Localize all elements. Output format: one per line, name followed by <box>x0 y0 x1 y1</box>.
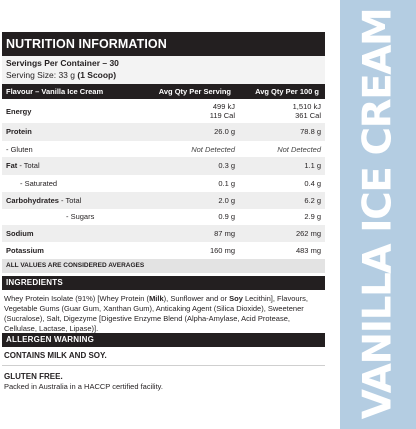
table-row-protein <box>2 123 325 141</box>
energy-kj-100g: 1,510 kJ <box>292 102 321 111</box>
row-label: Protein <box>6 127 32 136</box>
table-row-carbohydrates <box>2 192 325 209</box>
ingredients-part: Lecithin], Flavours, Vegetable Gums (Guar Gum, Xanthan Gum), Anticaking Agent (Silica Dioxide), Sweetener (Sucralose), Salt, Digezyme [Digestive Enzyme Blend (Alpha-Amylase, Acid Protease, Cellulase, Lactase, Lipase)]. <box>4 294 308 333</box>
ingredients-part: Whey Protein Isolate (91%) [Whey Protein ( <box>4 294 150 303</box>
allergen-milk: Milk <box>149 294 164 303</box>
table-row-fat-total <box>2 157 325 175</box>
sugars-100g: 2.9 g <box>304 212 321 221</box>
allergen-contains: CONTAINS MILK AND SOY. <box>4 351 107 360</box>
protein-serving: 26.0 g <box>214 127 235 136</box>
servings-per-container: Servings Per Container – 30 <box>6 58 119 68</box>
fat-serving: 0.3 g <box>218 161 235 170</box>
serving-size <box>6 70 116 80</box>
row-label <box>6 161 40 170</box>
gluten-100g: Not Detected <box>277 145 321 154</box>
averages-note <box>2 259 325 273</box>
serving-size-scoop: (1 Scoop) <box>77 70 117 80</box>
table-row-saturated <box>2 175 325 192</box>
ingredients-part: ), Sunflower and or <box>163 294 230 303</box>
header-per-100g: Avg Qty Per 100 g <box>255 87 319 96</box>
carbohydrates-sublabel: - Total <box>58 196 82 205</box>
allergen-heading: ALLERGEN WARNING <box>6 335 95 344</box>
row-label: - Saturated <box>20 179 58 188</box>
packed-statement: Packed in Australia in a HACCP certified facility. <box>4 382 163 391</box>
energy-cal-100g: 361 Cal <box>295 111 321 120</box>
potassium-serving: 160 mg <box>209 246 235 255</box>
divider <box>2 365 325 366</box>
saturated-100g: 0.4 g <box>304 179 321 188</box>
row-label: Potassium <box>6 246 44 255</box>
energy-kj-serving: 499 kJ <box>212 102 235 111</box>
table-row-energy <box>2 99 325 123</box>
nutrition-title: NUTRITION INFORMATION <box>6 37 167 51</box>
saturated-serving: 0.1 g <box>218 179 235 188</box>
table-row-gluten <box>2 141 325 157</box>
ingredients-heading-bar <box>2 276 325 290</box>
allergen-soy: Soy <box>229 294 243 303</box>
fat-sublabel: - Total <box>17 161 40 170</box>
serving-size-text: Serving Size: 33 g <box>6 70 78 80</box>
sugars-serving: 0.9 g <box>218 212 235 221</box>
protein-100g: 78.8 g <box>300 127 321 136</box>
flavour-side-label: VANILLA ICE CREAM <box>355 8 401 420</box>
carbohydrates-label: Carbohydrates <box>6 196 59 205</box>
flavour-side-band <box>340 0 416 429</box>
carbohydrates-100g: 6.2 g <box>304 196 321 205</box>
row-label <box>6 196 81 205</box>
serving-info <box>2 56 325 84</box>
energy-cal-serving: 119 Cal <box>209 111 235 120</box>
nutrition-title-bar <box>2 32 325 56</box>
table-row-sodium <box>2 225 325 242</box>
gluten-serving: Not Detected <box>191 145 235 154</box>
row-label: Energy <box>6 107 32 116</box>
allergen-heading-bar <box>2 333 325 347</box>
row-label: - Sugars <box>66 212 95 221</box>
table-row-potassium <box>2 242 325 259</box>
ingredients-heading: INGREDIENTS <box>6 278 63 287</box>
ingredients-text <box>4 294 320 334</box>
row-label: - Gluten <box>6 145 33 154</box>
fat-label: Fat <box>6 161 18 170</box>
header-flavour: Flavour – Vanilla Ice Cream <box>6 87 104 96</box>
row-label: Sodium <box>6 229 34 238</box>
carbohydrates-serving: 2.0 g <box>218 196 235 205</box>
table-header <box>2 84 325 99</box>
table-row-sugars <box>2 209 325 225</box>
header-per-serving: Avg Qty Per Serving <box>158 87 231 96</box>
gluten-free-claim: GLUTEN FREE. <box>4 372 63 381</box>
sodium-100g: 262 mg <box>295 229 321 238</box>
sodium-serving: 87 mg <box>214 229 235 238</box>
fat-100g: 1.1 g <box>304 161 321 170</box>
averages-note-text: ALL VALUES ARE CONSIDERED AVERAGES <box>6 262 145 269</box>
potassium-100g: 483 mg <box>295 246 321 255</box>
